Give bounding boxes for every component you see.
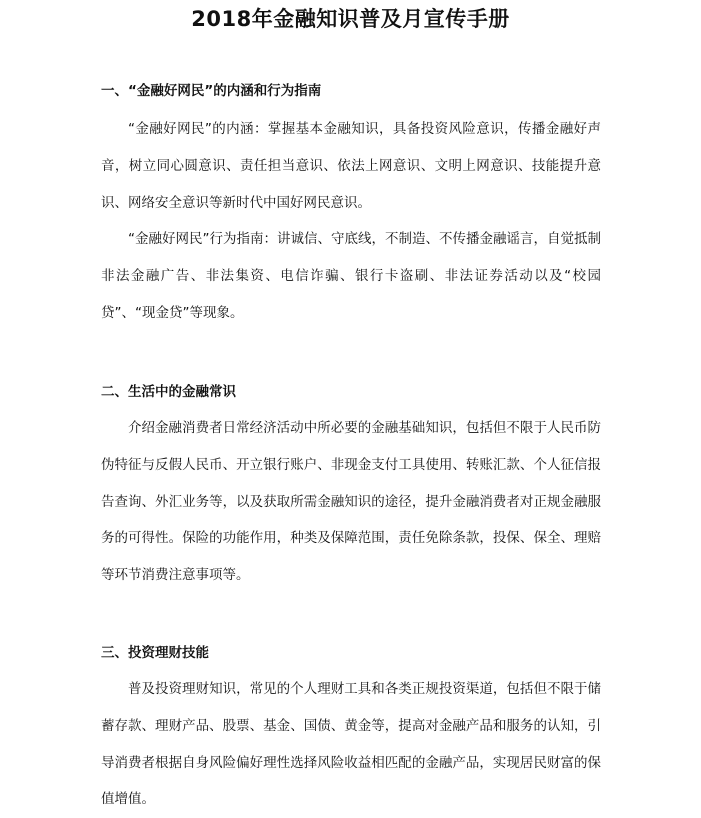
section-1-paragraph-1: “金融好网民”的内涵：掌握基本金融知识，具备投资风险意识，传播金融好声音，树立同心圆意识、责任担当意识、依法上网意识、文明上网意识、技能提升意识、网络安全意识等新时代中国好网民意识。 <box>101 121 601 211</box>
section-1-paragraph-2: “金融好网民”行为指南：讲诚信、守底线，不制造、不传播金融谣言，自觉抵制非法金融广告、非法集资、电信诈骗、银行卡盗刷、非法证券活动以及“校园贷”、“现金贷”等现象。 <box>101 231 601 321</box>
section-3-heading: 三、投资理财技能 <box>101 645 209 661</box>
section-1-heading: 一、“金融好网民”的内涵和行为指南 <box>101 83 322 99</box>
section-3-paragraph-1: 普及投资理财知识，常见的个人理财工具和各类正规投资渠道，包括但不限于储蓄存款、理财产品、股票、基金、国债、黄金等，提高对金融产品和服务的认知，引导消费者根据自身风险偏好理性选择风险收益相匹配的金融产品，实现居民财富的保值增值。 <box>101 681 601 808</box>
section-2-paragraph-1: 介绍金融消费者日常经济活动中所必要的金融基础知识，包括但不限于人民币防伪特征与反假人民币、开立银行账户、非现金支付工具使用、转账汇款、个人征信报告查询、外汇业务等，以及获取所需金融知识的途径，提升金融消费者对正规金融服务的可得性。保险的功能作用，种类及保障范围，责任免除条款，投保、保全、理赔等环节消费注意事项等。 <box>101 420 601 584</box>
section-2-heading: 二、生活中的金融常识 <box>101 384 236 400</box>
section-3 <box>101 644 601 818</box>
section-2 <box>101 383 601 594</box>
document-title: 2018年金融知识普及月宣传手册 <box>191 7 510 31</box>
section-1 <box>101 82 601 332</box>
